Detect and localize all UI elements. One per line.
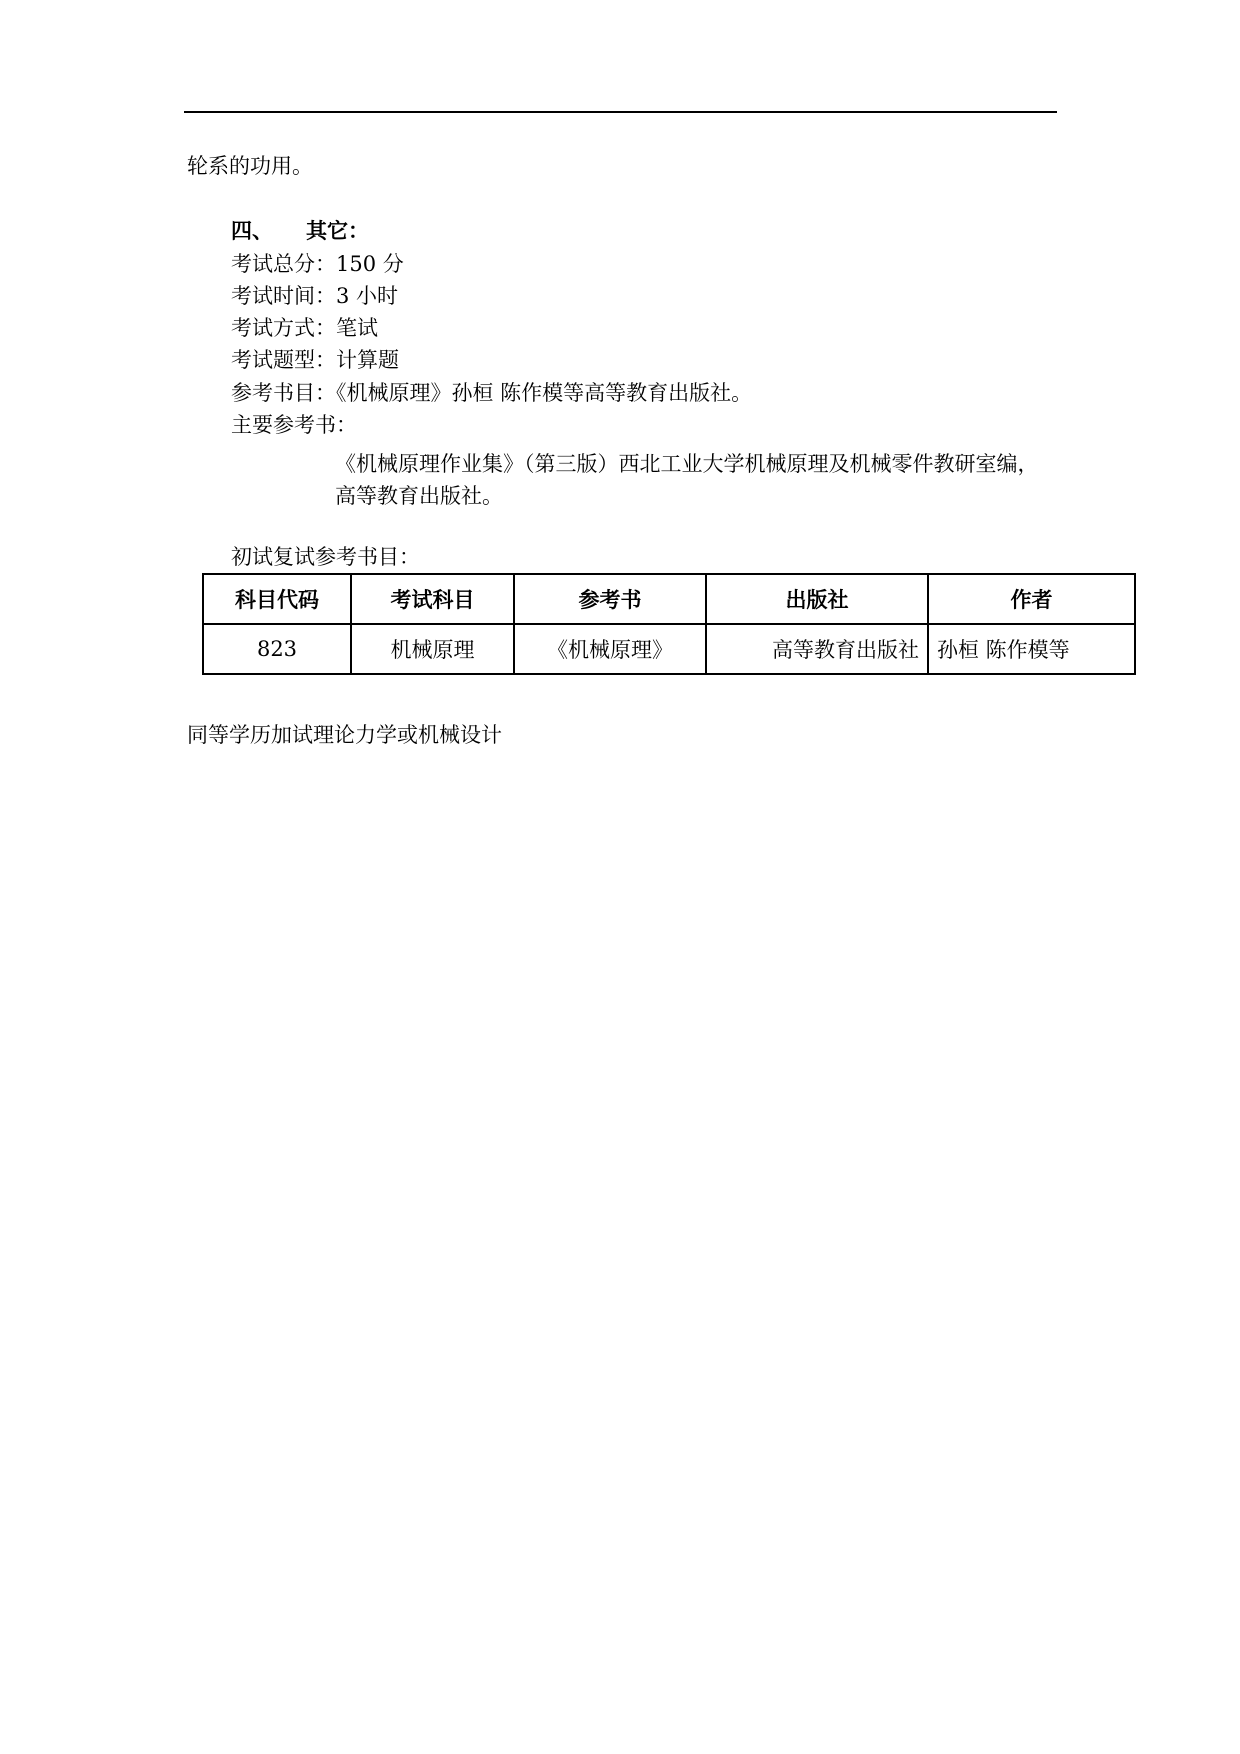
header-exam-subject: 考试科目 [351,574,514,624]
header-author: 作者 [928,574,1135,624]
cell-exam-subject: 机械原理 [351,624,514,674]
reference-table [202,573,1136,675]
intro-text: 轮系的功用。 [187,154,313,178]
table-row [203,624,1135,674]
info-main-ref-label: 主要参考书： [231,413,357,437]
cell-subject-code: 823 [203,624,351,674]
info-question-type: 考试题型：计算题 [231,348,399,372]
header-reference-book: 参考书 [514,574,706,624]
info-reference-book: 参考书目：《机械原理》孙桓 陈作模等高等教育出版社。 [231,381,753,405]
footer-note: 同等学历加试理论力学或机械设计 [187,723,502,747]
info-exam-method: 考试方式：笔试 [231,316,378,340]
cell-publisher: 高等教育出版社 [706,624,928,674]
info-exam-time: 考试时间：3 小时 [231,284,399,308]
header-publisher: 出版社 [706,574,928,624]
header-subject-code: 科目代码 [203,574,351,624]
main-ref-line-2: 高等教育出版社。 [335,484,503,508]
section-title: 其它： [306,219,369,243]
info-total-score: 考试总分：150 分 [231,252,404,276]
table-header-row [203,574,1135,624]
section-number: 四、 [231,219,273,243]
cell-reference-book: 《机械原理》 [514,624,706,674]
header-rule [184,111,1057,113]
main-ref-line-1: 《机械原理作业集》（第三版）西北工业大学机械原理及机械零件教研室编， [335,452,1039,476]
table-title: 初试复试参考书目： [231,545,420,569]
cell-author: 孙桓 陈作模等 [928,624,1135,674]
